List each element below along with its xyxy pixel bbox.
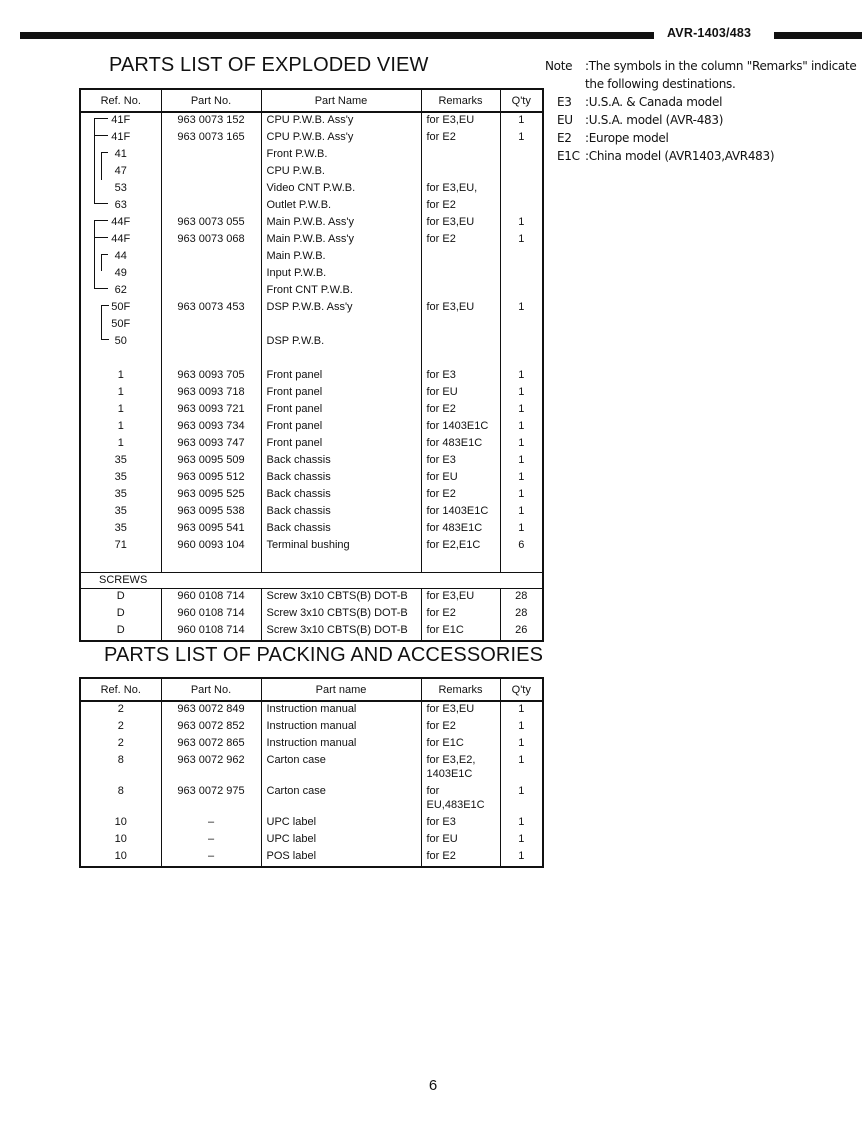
table-row: [80, 368, 543, 385]
part-name-cell: UPC label: [261, 832, 421, 849]
part-name-cell: Carton case: [261, 753, 421, 784]
bracket-line: [101, 152, 102, 180]
remarks-cell: for 483E1C: [421, 436, 500, 453]
qty-cell: 1: [500, 701, 543, 719]
qty-cell: 1: [500, 815, 543, 832]
remarks-cell: for E3: [421, 368, 500, 385]
part-name-cell: CPU P.W.B.: [261, 164, 421, 181]
remarks-cell: for E2: [421, 606, 500, 623]
ref-no-cell: 62: [114, 284, 127, 296]
bracket-line: [101, 339, 109, 340]
part-name-cell: Front P.W.B.: [261, 147, 421, 164]
part-name-cell: Main P.W.B. Ass'y: [261, 232, 421, 249]
ref-no-cell: 50: [114, 335, 127, 347]
part-no-cell: 963 0073 453: [161, 300, 261, 317]
part-name-cell: Main P.W.B.: [261, 249, 421, 266]
table-row: [80, 164, 543, 181]
table-row: [80, 130, 543, 147]
ref-no-cell: 44: [114, 250, 127, 262]
part-no-cell: 963 0093 721: [161, 402, 261, 419]
part-name-cell: POS label: [261, 849, 421, 867]
part-name-cell: Back chassis: [261, 453, 421, 470]
remarks-cell: for 483E1C: [421, 521, 500, 538]
screws-section-row: [80, 573, 543, 589]
qty-cell: 1: [500, 368, 543, 385]
qty-cell: [500, 334, 543, 351]
bracket-line: [101, 305, 109, 306]
part-no-cell: 963 0095 525: [161, 487, 261, 504]
destination-code: E1C: [557, 149, 580, 163]
table-row: [80, 487, 543, 504]
bracket-line: [94, 118, 95, 203]
remarks-cell: for EU: [421, 385, 500, 402]
table-row: [80, 784, 543, 815]
screws-section-cell: [80, 573, 543, 589]
ref-no-cell: 35: [114, 505, 127, 517]
ref-no-cell: 2: [117, 720, 124, 732]
part-name-cell: Outlet P.W.B.: [261, 198, 421, 215]
remarks-cell: for E3,EU: [421, 112, 500, 130]
part-no-cell: 963 0095 538: [161, 504, 261, 521]
col-header-part-name: Part name: [261, 678, 421, 701]
col-header-ref: Ref. No.: [80, 678, 161, 701]
qty-cell: 1: [500, 784, 543, 815]
part-name-cell: CPU P.W.B. Ass'y: [261, 130, 421, 147]
part-no-cell: –: [161, 815, 261, 832]
table-row: [80, 351, 543, 368]
part-name-cell: Front panel: [261, 436, 421, 453]
remarks-cell: [421, 164, 500, 181]
part-name-cell: Front panel: [261, 419, 421, 436]
col-header-remarks: Remarks: [421, 89, 500, 112]
part-no-cell: 960 0093 104: [161, 538, 261, 555]
part-name-cell: Front panel: [261, 368, 421, 385]
table-row: [80, 470, 543, 487]
table-row: [80, 753, 543, 784]
part-no-cell: 963 0073 068: [161, 232, 261, 249]
qty-cell: 26: [500, 623, 543, 641]
screws-label: SCREWS: [99, 574, 148, 586]
bracket-line: [94, 203, 108, 204]
table-row: [80, 334, 543, 351]
part-no-cell: 960 0108 714: [161, 606, 261, 623]
col-header-qty: Q'ty: [500, 89, 543, 112]
part-no-cell: –: [161, 849, 261, 867]
remarks-cell: for E3: [421, 453, 500, 470]
remarks-cell: for E2: [421, 232, 500, 249]
remarks-cell: for E2,E1C: [421, 538, 500, 555]
qty-cell: 1: [500, 385, 543, 402]
remarks-cell: [421, 555, 500, 573]
remarks-cell: for E2: [421, 849, 500, 867]
table-row: [80, 701, 543, 719]
table-row: [80, 453, 543, 470]
part-no-cell: 963 0093 718: [161, 385, 261, 402]
ref-no-cell: D: [116, 590, 125, 602]
qty-cell: [500, 351, 543, 368]
table-row: [80, 623, 543, 641]
table-row: [80, 402, 543, 419]
header-rule-right: [774, 32, 862, 39]
remarks-cell: for E3: [421, 815, 500, 832]
qty-cell: 1: [500, 521, 543, 538]
table-row: [80, 266, 543, 283]
part-no-cell: 963 0072 975: [161, 784, 261, 815]
qty-cell: 1: [500, 504, 543, 521]
part-no-cell: 963 0072 852: [161, 719, 261, 736]
table-row: [80, 283, 543, 300]
exploded-view-title: PARTS LIST OF EXPLODED VIEW: [109, 54, 429, 76]
part-no-cell: 963 0095 512: [161, 470, 261, 487]
destination-desc: :China model (AVR1403,AVR483): [585, 149, 775, 163]
ref-no-cell: 35: [114, 522, 127, 534]
table-row: [80, 736, 543, 753]
destination-desc: :U.S.A. model (AVR-483): [585, 113, 724, 127]
qty-cell: 1: [500, 436, 543, 453]
part-no-cell: 963 0093 734: [161, 419, 261, 436]
qty-cell: 28: [500, 606, 543, 623]
part-no-cell: 963 0073 055: [161, 215, 261, 232]
ref-no-cell: 35: [114, 471, 127, 483]
table-row: [80, 300, 543, 317]
ref-no-cell: 10: [114, 850, 127, 862]
qty-cell: 1: [500, 112, 543, 130]
ref-no-cell: 8: [117, 785, 124, 797]
ref-no-cell: 2: [117, 703, 124, 715]
part-name-cell: DSP P.W.B. Ass'y: [261, 300, 421, 317]
note-destination-item: [557, 93, 856, 111]
bracket-line: [94, 220, 108, 221]
bracket-line: [101, 305, 102, 339]
qty-cell: 1: [500, 453, 543, 470]
page-number: 6: [428, 1077, 438, 1094]
remarks-cell: for E3,EU: [421, 215, 500, 232]
part-name-cell: Back chassis: [261, 470, 421, 487]
part-no-cell: [161, 181, 261, 198]
ref-no-cell: D: [116, 607, 125, 619]
qty-cell: 1: [500, 832, 543, 849]
table-row: [80, 419, 543, 436]
qty-cell: 1: [500, 130, 543, 147]
ref-no-cell: 47: [114, 165, 127, 177]
remarks-cell: for EU,483E1C: [421, 784, 500, 815]
remarks-cell: for E2: [421, 487, 500, 504]
ref-no-cell: 49: [114, 267, 127, 279]
part-name-cell: Instruction manual: [261, 736, 421, 753]
part-name-cell: Front panel: [261, 402, 421, 419]
qty-cell: [500, 147, 543, 164]
ref-no-cell: 44F: [111, 216, 131, 228]
ref-no-cell: 1: [117, 386, 124, 398]
note-destination-item: [557, 111, 856, 129]
note-intro: [545, 57, 856, 75]
qty-cell: 1: [500, 849, 543, 867]
qty-cell: 1: [500, 753, 543, 784]
part-no-cell: [161, 198, 261, 215]
part-name-cell: Back chassis: [261, 521, 421, 538]
qty-cell: [500, 555, 543, 573]
part-name-cell: UPC label: [261, 815, 421, 832]
note-label: Note: [545, 59, 573, 73]
ref-no-cell: D: [116, 624, 125, 636]
remarks-cell: for 1403E1C: [421, 504, 500, 521]
remarks-cell: for EU: [421, 832, 500, 849]
table-row: [80, 555, 543, 573]
note-destination-item: [557, 147, 856, 165]
part-no-cell: [161, 351, 261, 368]
part-no-cell: 960 0108 714: [161, 623, 261, 641]
remarks-cell: for E1C: [421, 623, 500, 641]
remarks-cell: [421, 266, 500, 283]
part-name-cell: [261, 317, 421, 334]
table-row: [80, 589, 543, 607]
remarks-cell: for EU: [421, 470, 500, 487]
part-no-cell: 963 0073 165: [161, 130, 261, 147]
qty-cell: 28: [500, 589, 543, 607]
part-no-cell: [161, 334, 261, 351]
remarks-cell: [421, 249, 500, 266]
exploded-table-body: [80, 112, 543, 641]
bracket-line: [94, 220, 95, 288]
ref-no-cell: 41: [114, 148, 127, 160]
qty-cell: [500, 283, 543, 300]
table-row: [80, 112, 543, 130]
remarks-cell: [421, 283, 500, 300]
qty-cell: [500, 266, 543, 283]
note-destinations: [545, 93, 856, 165]
part-no-cell: [161, 249, 261, 266]
part-name-cell: [261, 555, 421, 573]
qty-cell: 1: [500, 215, 543, 232]
ref-no-cell: 63: [114, 199, 127, 211]
qty-cell: 1: [500, 487, 543, 504]
part-name-cell: Screw 3x10 CBTS(B) DOT-B: [261, 589, 421, 607]
remarks-cell: [421, 147, 500, 164]
qty-cell: [500, 164, 543, 181]
note-destination-item: [557, 129, 856, 147]
part-name-cell: Screw 3x10 CBTS(B) DOT-B: [261, 606, 421, 623]
ref-no-cell: 44F: [111, 233, 131, 245]
remarks-cell: for E2: [421, 719, 500, 736]
part-name-cell: Input P.W.B.: [261, 266, 421, 283]
col-header-part-no: Part No.: [161, 678, 261, 701]
part-no-cell: 963 0093 747: [161, 436, 261, 453]
ref-no-cell: 35: [114, 488, 127, 500]
col-header-part-no: Part No.: [161, 89, 261, 112]
table-row: [80, 832, 543, 849]
table-header-row: [80, 89, 543, 112]
remarks-cell: [421, 317, 500, 334]
part-no-cell: 963 0072 849: [161, 701, 261, 719]
part-name-cell: DSP P.W.B.: [261, 334, 421, 351]
part-name-cell: [261, 351, 421, 368]
part-name-cell: Main P.W.B. Ass'y: [261, 215, 421, 232]
destination-desc: :Europe model: [585, 131, 669, 145]
part-name-cell: Front panel: [261, 385, 421, 402]
part-no-cell: 963 0073 152: [161, 112, 261, 130]
col-header-ref: Ref. No.: [80, 89, 161, 112]
part-no-cell: 960 0108 714: [161, 589, 261, 607]
ref-no-cell: 35: [114, 454, 127, 466]
table-header-row: [80, 678, 543, 701]
note-text: :The symbols in the column "Remarks" indicate: [585, 59, 857, 73]
table-row: [80, 849, 543, 867]
table-row: [80, 436, 543, 453]
table-row: [80, 385, 543, 402]
qty-cell: [500, 249, 543, 266]
bracket-line: [101, 254, 108, 255]
part-no-cell: 963 0095 509: [161, 453, 261, 470]
remarks-cell: for E1C: [421, 736, 500, 753]
table-row: [80, 521, 543, 538]
bracket-line: [94, 135, 108, 136]
destination-code: EU: [557, 113, 573, 127]
note-text-continued: the following destinations.: [585, 77, 736, 91]
qty-cell: 1: [500, 402, 543, 419]
ref-no-cell: 8: [117, 754, 124, 766]
part-no-cell: 963 0072 865: [161, 736, 261, 753]
part-no-cell: [161, 266, 261, 283]
part-name-cell: Terminal bushing: [261, 538, 421, 555]
destination-code: E2: [557, 131, 572, 145]
table-row: [80, 538, 543, 555]
exploded-parts-table: [79, 88, 544, 642]
bracket-line: [94, 118, 108, 119]
bracket-line: [94, 288, 108, 289]
packing-title: PARTS LIST OF PACKING AND ACCESSORIES: [104, 644, 544, 666]
part-no-cell: [161, 164, 261, 181]
destination-code: E3: [557, 95, 572, 109]
qty-cell: [500, 198, 543, 215]
ref-no-cell: 50F: [111, 301, 131, 313]
remarks-cell: for E3,EU: [421, 589, 500, 607]
table-row: [80, 232, 543, 249]
part-name-cell: Front CNT P.W.B.: [261, 283, 421, 300]
ref-no-cell: 1: [117, 420, 124, 432]
ref-no-cell: 41F: [111, 114, 131, 126]
remarks-cell: for E2: [421, 402, 500, 419]
ref-no-cell: 10: [114, 833, 127, 845]
col-header-remarks: Remarks: [421, 678, 500, 701]
remarks-cell: for E3,EU: [421, 701, 500, 719]
packing-table-body: [80, 701, 543, 867]
destination-desc: :U.S.A. & Canada model: [585, 95, 723, 109]
part-name-cell: Back chassis: [261, 487, 421, 504]
table-row: [80, 719, 543, 736]
qty-cell: 1: [500, 736, 543, 753]
part-name-cell: Video CNT P.W.B.: [261, 181, 421, 198]
table-row: [80, 249, 543, 266]
ref-no-cell: 71: [114, 539, 127, 551]
ref-no-cell: [80, 351, 161, 368]
part-no-cell: –: [161, 832, 261, 849]
qty-cell: 1: [500, 419, 543, 436]
ref-no-cell: 50F: [111, 318, 131, 330]
table-row: [80, 815, 543, 832]
col-header-part-name: Part Name: [261, 89, 421, 112]
part-name-cell: Carton case: [261, 784, 421, 815]
remarks-cell: for E2: [421, 198, 500, 215]
model-id: AVR-1403/483: [667, 26, 752, 40]
qty-cell: 1: [500, 232, 543, 249]
qty-cell: 1: [500, 470, 543, 487]
ref-no-cell: 1: [117, 403, 124, 415]
bracket-line: [94, 237, 108, 238]
part-name-cell: Screw 3x10 CBTS(B) DOT-B: [261, 623, 421, 641]
remarks-cell: for E2: [421, 130, 500, 147]
ref-no-cell: 1: [117, 437, 124, 449]
part-no-cell: [161, 283, 261, 300]
qty-cell: 6: [500, 538, 543, 555]
part-no-cell: [161, 147, 261, 164]
remarks-cell: for E3,EU: [421, 300, 500, 317]
remarks-cell: for 1403E1C: [421, 419, 500, 436]
packing-parts-table: [79, 677, 544, 868]
bracket-line: [101, 152, 108, 153]
remarks-cell: for E3,EU,: [421, 181, 500, 198]
qty-cell: [500, 181, 543, 198]
table-row: [80, 181, 543, 198]
ref-no-cell: [80, 555, 161, 573]
remarks-cell: [421, 334, 500, 351]
part-name-cell: CPU P.W.B. Ass'y: [261, 112, 421, 130]
part-no-cell: [161, 317, 261, 334]
qty-cell: [500, 317, 543, 334]
part-no-cell: 963 0095 541: [161, 521, 261, 538]
table-row: [80, 215, 543, 232]
table-row: [80, 198, 543, 215]
col-header-qty: Q'ty: [500, 678, 543, 701]
part-name-cell: Instruction manual: [261, 701, 421, 719]
part-no-cell: 963 0093 705: [161, 368, 261, 385]
table-row: [80, 504, 543, 521]
ref-no-cell: 1: [117, 369, 124, 381]
remarks-cell: [421, 351, 500, 368]
ref-no-cell: 10: [114, 816, 127, 828]
ref-no-cell: 41F: [111, 131, 131, 143]
ref-no-cell: 53: [114, 182, 127, 194]
bracket-line: [101, 254, 102, 271]
part-no-cell: [161, 555, 261, 573]
ref-no-cell: 2: [117, 737, 124, 749]
table-row: [80, 147, 543, 164]
note-block: [545, 57, 856, 165]
part-name-cell: Instruction manual: [261, 719, 421, 736]
qty-cell: 1: [500, 300, 543, 317]
header-rule-left: [20, 32, 654, 39]
qty-cell: 1: [500, 719, 543, 736]
part-no-cell: 963 0072 962: [161, 753, 261, 784]
table-row: [80, 606, 543, 623]
table-row: [80, 317, 543, 334]
remarks-cell: for E3,E2, 1403E1C: [421, 753, 500, 784]
part-name-cell: Back chassis: [261, 504, 421, 521]
